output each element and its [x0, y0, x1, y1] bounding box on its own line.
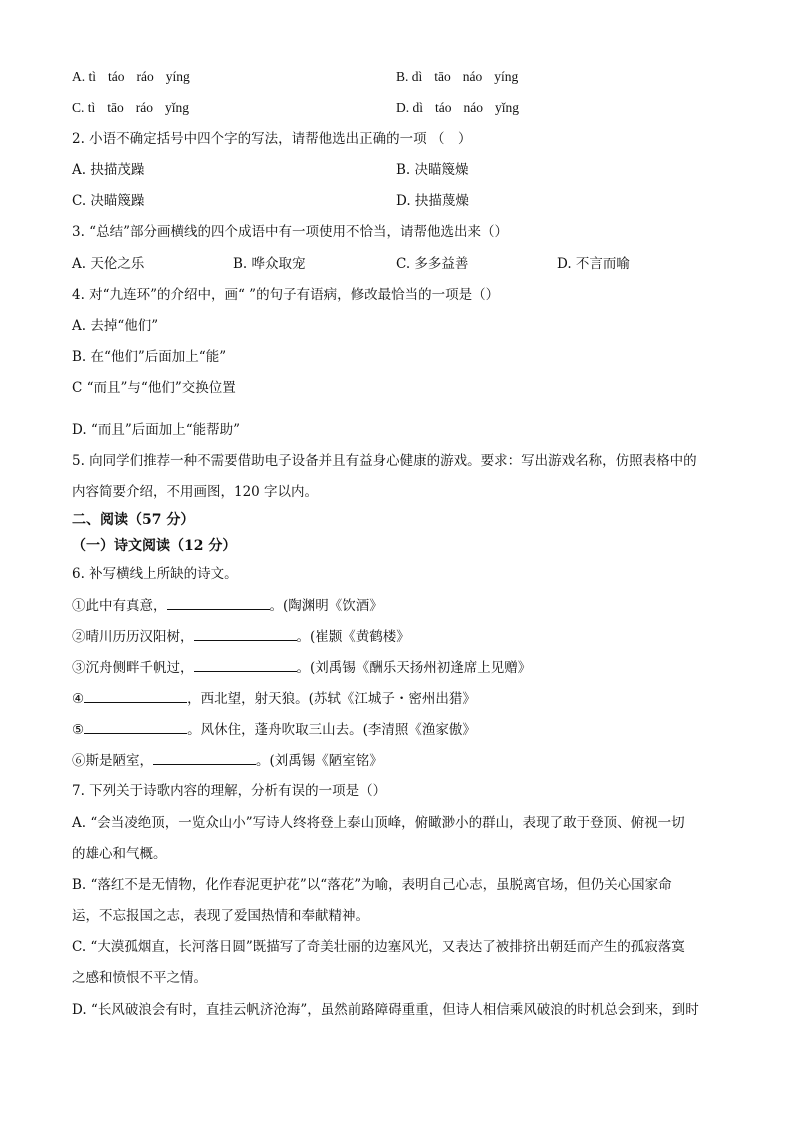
q1-a-1: A. tì	[72, 69, 97, 84]
q6-line-1-source: 。(陶渊明《饮酒》	[269, 598, 383, 614]
q6-line-5	[72, 720, 476, 739]
q1-d-2: táo	[435, 100, 452, 115]
q3-option-d: D. 不言而喻	[557, 256, 630, 272]
q5-line-2: 内容简要介绍，不用画图，120 字以内。	[72, 484, 319, 500]
q1-c-4: yǐng	[165, 100, 190, 115]
q1-option-b	[396, 68, 530, 86]
q1-a-3: ráo	[136, 69, 154, 84]
q7-option-a-line-2: 的雄心和气概。	[72, 846, 167, 862]
q6-line-1	[72, 596, 383, 615]
q1-b-1: B. dì	[396, 69, 423, 84]
q1-b-2: tāo	[434, 69, 451, 84]
q4-stem: 4. 对“九连环”的介绍中，画“ ”的句子有语病，修改最恰当的一项是（）	[72, 287, 500, 303]
q6-line-6-source: 。(刘禹锡《陋室铭》	[256, 753, 383, 769]
q1-c-1: C. tì	[72, 100, 96, 115]
q7-option-d-line-1: D. “长风破浪会有时，直挂云帆济沧海”，虽然前路障碍重重，但诗人相信乘风破浪的时机总会到来，到时	[72, 1002, 699, 1018]
q2-option-c: C. 决瞄篾躁	[72, 193, 145, 209]
q6-line-1-text: ①此中有真意，	[72, 598, 167, 614]
q1-a-4: yíng	[165, 69, 190, 84]
q7-option-c-line-1: C. “大漠孤烟直，长河落日圆”既描写了奇美壮丽的边塞风光，又表达了被排挤出朝廷而产生的孤寂落寞	[72, 939, 685, 955]
q6-line-2-text: ②晴川历历汉阳树，	[72, 629, 194, 645]
q1-d-1: D. dì	[396, 100, 423, 115]
q6-line-3	[72, 658, 531, 677]
q6-blank-4[interactable]	[84, 689, 187, 703]
q1-option-a	[72, 68, 202, 86]
q2-option-b: B. 决瞄篾燥	[396, 162, 469, 178]
q6-stem: 6. 补写横线上所缺的诗文。	[72, 566, 238, 582]
q2-option-a: A. 抉描茂躁	[72, 162, 145, 178]
q1-d-4: yǐng	[495, 100, 520, 115]
q6-line-6	[72, 751, 383, 770]
q6-line-2-source: 。(崔颢《黄鹤楼》	[296, 629, 410, 645]
q6-blank-5[interactable]	[84, 720, 187, 734]
q4-option-c: C “而且”与“他们”交换位置	[72, 380, 236, 396]
q1-d-3: náo	[463, 100, 483, 115]
q1-option-d	[396, 99, 531, 117]
q3-stem: 3. “总结”部分画横线的四个成语中有一项使用不恰当，请帮他选出来（）	[72, 224, 508, 240]
q3-option-a: A. 天伦之乐	[72, 256, 145, 272]
q6-blank-1[interactable]	[167, 596, 270, 610]
q4-option-b: B. 在“他们”后面加上“能”	[72, 349, 227, 365]
q6-line-5-source: 。风休住，蓬舟吹取三山去。(李清照《渔家傲》	[187, 722, 476, 738]
q2-option-d: D. 抉描蔑燥	[396, 193, 469, 209]
q1-c-3: ráo	[135, 100, 154, 115]
q7-option-a-line-1: A. “会当凌绝顶，一览众山小”写诗人终将登上泰山顶峰，俯瞰渺小的群山，表现了敢于登顶、俯视一切	[72, 815, 685, 831]
q6-line-3-text: ③沉舟侧畔千帆过，	[72, 660, 194, 676]
q1-option-c	[72, 99, 201, 117]
q6-blank-6[interactable]	[153, 751, 256, 765]
q7-option-c-line-2: 之感和愤恨不平之情。	[72, 970, 207, 986]
q1-a-2: táo	[108, 69, 125, 84]
q6-line-3-source: 。(刘禹锡《酬乐天扬州初逢席上见赠》	[296, 660, 532, 676]
q1-b-4: yíng	[494, 69, 519, 84]
q3-option-b: B. 哗众取宠	[233, 256, 306, 272]
q6-line-4-source: ，西北望，射天狼。(苏轼《江城子・密州出猎》	[187, 691, 476, 707]
q6-line-5-text: ⑤	[72, 722, 85, 738]
q6-line-4-text: ④	[72, 691, 85, 707]
q6-line-6-text: ⑥斯是陋室，	[72, 753, 153, 769]
q7-option-b-line-2: 运，不忘报国之志，表现了爱国热情和奉献精神。	[72, 908, 369, 924]
q2-stem: 2. 小语不确定括号中四个字的写法，请帮他选出正确的一项 （ ）	[72, 131, 472, 147]
q3-option-c: C. 多多益善	[396, 256, 469, 272]
q1-b-3: náo	[462, 69, 483, 84]
q5-line-1: 5. 向同学们推荐一种不需要借助电子设备并且有益身心健康的游戏。要求：写出游戏名称，仿照表格中的	[72, 453, 697, 469]
q7-stem: 7. 下列关于诗歌内容的理解，分析有误的一项是（）	[72, 783, 387, 799]
section-2-1-heading: （一）诗文阅读（12 分）	[72, 538, 237, 554]
q4-option-d: D. “而且”后面加上“能帮助”	[72, 422, 241, 438]
q6-blank-2[interactable]	[194, 627, 297, 641]
section-2-heading: 二、阅读（57 分）	[72, 512, 195, 528]
q7-option-b-line-1: B. “落红不是无情物，化作春泥更护花”以“落花”为喻，表明自己心志，虽脱离官场，但仍关心国家命	[72, 877, 672, 893]
q1-c-2: tāo	[107, 100, 124, 115]
q6-blank-3[interactable]	[194, 658, 297, 672]
q6-line-4	[72, 689, 476, 708]
q4-option-a: A. 去掉“他们”	[72, 318, 159, 334]
q6-line-2	[72, 627, 410, 646]
